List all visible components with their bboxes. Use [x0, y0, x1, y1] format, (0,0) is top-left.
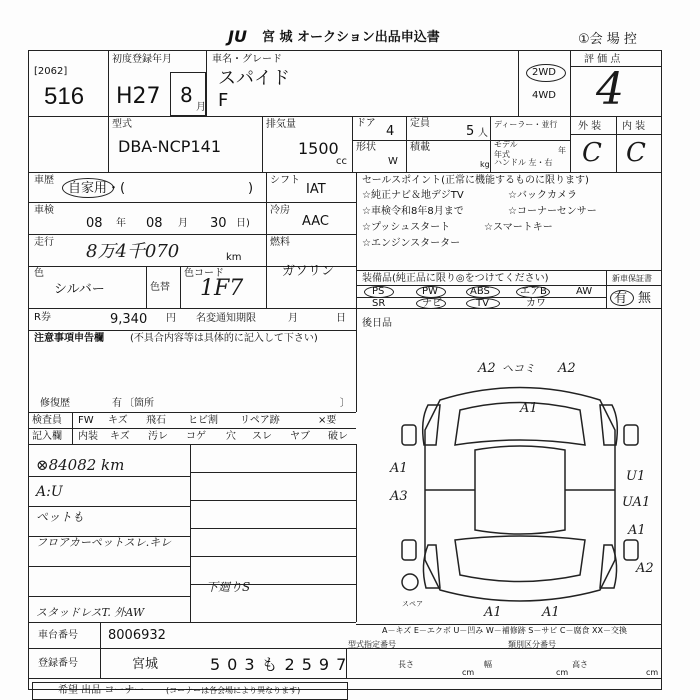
grade-score: 4: [596, 64, 624, 115]
mark-front-left: A2: [478, 361, 496, 376]
sales-point-7: ☆エンジンスターター: [362, 238, 461, 249]
mark-hood: A1: [520, 401, 538, 416]
auction-logo: JU: [228, 27, 247, 46]
recycle-unit: 円: [166, 313, 176, 324]
inspection-month-unit: 月: [178, 218, 188, 229]
interior-tear: ヤブ: [290, 431, 310, 442]
mark-right-quarter: A2: [636, 561, 654, 576]
note-line-3: ペットも: [36, 510, 85, 524]
inspector-chip: 飛石: [146, 415, 166, 426]
repair-label: 修復歴: [40, 398, 70, 409]
mark-rear-left: A1: [484, 605, 502, 620]
equip-tv: TV: [476, 298, 489, 309]
note-studless: スタッドレスT. 外AW: [36, 606, 145, 619]
mark-right-rear: A1: [628, 523, 646, 538]
registration-era-year: H27: [116, 84, 161, 109]
venue-copy-label: ①会 場 控: [578, 32, 637, 47]
load-label: 積載: [410, 142, 430, 153]
interior-label-row: 内装: [78, 431, 98, 442]
registration-label: 初度登録年月: [112, 54, 172, 65]
capacity-label: 定員: [410, 118, 430, 129]
shift-value: IAT: [306, 182, 326, 197]
width-unit: cm: [556, 668, 569, 677]
manual-no: 無: [638, 291, 652, 306]
equip-navi: ナビ: [422, 298, 442, 309]
sales-point-2: ☆バックカメラ: [508, 190, 577, 201]
chassis-number: 8006932: [108, 628, 166, 643]
model-value: DBA-NCP141: [118, 137, 221, 156]
note-line-2: A:U: [36, 484, 63, 500]
interior-dirty: 汚レ: [148, 431, 168, 442]
aircon-label: 冷房: [270, 205, 290, 216]
engine-unit: cc: [336, 156, 347, 167]
mark-left-door: A3: [390, 489, 408, 504]
inspector-required: ×要: [318, 415, 337, 426]
usage-close: ): [248, 181, 254, 196]
inspection-day: 30: [210, 216, 227, 231]
plate-number: 503も2597: [210, 655, 354, 674]
interior-wear: スレ: [252, 431, 272, 442]
sales-points-label: セールスポイント(正常に機能するものに限ります): [362, 175, 589, 186]
manual-label: 新車保証書: [612, 274, 652, 283]
equipment-label: 装備品(純正品に限り◎をつけてください): [362, 273, 549, 284]
equip-leather: カワ: [526, 298, 546, 309]
shift-label: シフト: [270, 175, 300, 186]
sales-point-6: ☆スマートキー: [484, 222, 553, 233]
sales-point-4: ☆コーナーセンサー: [508, 206, 597, 217]
recycle-value: 9,340: [110, 312, 148, 327]
plate-area: 宮城: [132, 657, 159, 672]
height-unit: cm: [646, 668, 659, 677]
desired-corner-note: (コーナーは各会場により異なります): [166, 686, 301, 695]
exterior-grade: C: [582, 138, 602, 168]
color-change-label: 色替: [150, 282, 170, 293]
interior-grade: C: [626, 138, 646, 168]
name-change-day: 日: [336, 313, 346, 324]
note-mileage: ⊗84082 km: [36, 456, 125, 474]
registration-month-unit: 月: [196, 102, 206, 113]
note-line-4: フロアカーペットスレ.キレ: [36, 536, 172, 549]
handle-label: ハンドル 左・右: [494, 158, 553, 167]
length-label: 長さ: [398, 660, 414, 669]
car-damage-diagram: [380, 350, 660, 630]
sales-point-1: ☆純正ナビ＆地デジTV: [362, 190, 464, 201]
mark-right-front: U1: [626, 469, 646, 484]
load-unit: kg: [480, 160, 490, 169]
form-title: 宮 城 オークション出品申込書: [262, 30, 440, 45]
equip-ps: PS: [372, 286, 385, 297]
inspector-crack: ヒビ割: [188, 415, 218, 426]
mark-front-right: A2: [558, 361, 576, 376]
color-code-label: 色コード: [184, 268, 224, 279]
mark-front-dent: ヘコミ: [502, 362, 535, 375]
usage-label: 車歴: [34, 175, 54, 186]
inspection-label: 車検: [34, 205, 54, 216]
sales-point-3: ☆車検令和8年8月まで: [362, 206, 464, 217]
height-label: 高さ: [572, 660, 588, 669]
shape-value: W: [388, 156, 398, 167]
mileage-label: 走行: [34, 237, 54, 248]
aircon-value: AAC: [302, 214, 329, 229]
dealer-label: ディーラー・並行: [494, 120, 558, 129]
inspector-repair: リペア跡: [240, 415, 280, 426]
exterior-label: 外 装: [578, 121, 602, 132]
chassis-label: 車台番号: [38, 630, 78, 641]
fuel-label: 燃料: [270, 237, 290, 248]
lot-year-code: [2062]: [34, 66, 68, 77]
interior-scratch: キズ: [110, 431, 130, 442]
inspection-day-unit: 日): [236, 218, 250, 229]
class-number-label: 類別区分番号: [508, 640, 556, 649]
damage-legend: A－キズ E－エクボ U－凹み W－補修跡 S－サビ C－腐食 XX－交換: [382, 626, 628, 635]
recycle-label: R券: [34, 312, 51, 323]
drive-4wd: 4WD: [532, 90, 556, 101]
notes-label: 注意事項申告欄: [34, 333, 104, 344]
model-label: 型式: [112, 119, 132, 130]
inspector-label: 検査員: [32, 415, 62, 426]
engine-value: 1500: [298, 139, 339, 158]
equip-airbag: エアB: [520, 286, 547, 297]
inspection-year-unit: 年: [116, 218, 126, 229]
plate-label: 登録番号: [38, 658, 78, 669]
equip-sr: SR: [372, 298, 386, 309]
doors-value: 4: [386, 124, 395, 139]
interior-label: 内 装: [622, 121, 646, 132]
notes-sub: (不具合内容等は具体的に記入して下さい): [130, 333, 318, 344]
shape-label: 形状: [356, 142, 376, 153]
doors-label: ドア: [356, 118, 376, 129]
repair-value: 有: [112, 398, 122, 409]
fuel-value: ガソリン: [282, 264, 335, 279]
inspector-entry-label: 記入欄: [32, 431, 62, 442]
capacity-unit: 人: [478, 128, 488, 139]
color-label: 色: [34, 268, 44, 279]
inspector-fw: FW: [78, 415, 94, 426]
usage-value: 自家用・(: [68, 181, 126, 196]
mark-left-front: A1: [390, 461, 408, 476]
interior-burn: コゲ: [186, 431, 206, 442]
repair-place: 〔箇所: [124, 398, 154, 409]
mileage-unit: km: [226, 252, 242, 263]
color-code: 1F7: [200, 276, 244, 301]
engine-label: 排気量: [266, 119, 296, 130]
lot-number: 516: [44, 83, 85, 110]
model-year-unit: 年: [558, 146, 566, 155]
later-items-label: 後日品: [362, 318, 392, 329]
drive-2wd: 2WD: [532, 67, 556, 78]
model-designation-label: 型式指定番号: [348, 640, 396, 649]
spare-label: スペア: [402, 600, 423, 608]
equip-aw: AW: [576, 286, 593, 297]
length-unit: cm: [462, 668, 475, 677]
mileage-value: 8万4千070: [86, 241, 180, 262]
mark-rear-right: A1: [542, 605, 560, 620]
inspection-month: 08: [146, 216, 163, 231]
repair-close: 〕: [340, 398, 350, 409]
car-name-label: 車名・グレード: [212, 54, 282, 65]
note-undercarriage: 下廻りS: [206, 580, 251, 594]
equip-abs: ABS: [470, 286, 490, 297]
name-change-label: 名変通知期限: [196, 313, 256, 324]
color-value: シルバー: [54, 282, 105, 297]
inspector-scratch: キズ: [108, 415, 128, 426]
desired-corner-label: 希望 出品 コーナー: [58, 685, 145, 696]
capacity-value: 5: [466, 124, 475, 139]
mark-right-door: UA1: [622, 495, 651, 510]
name-change-month: 月: [288, 313, 298, 324]
inspection-year: 08: [86, 216, 103, 231]
sales-point-5: ☆プッシュスタート: [362, 222, 451, 233]
grade-label: 評 価 点: [584, 54, 621, 65]
equip-pw: PW: [422, 286, 438, 297]
interior-hole: 穴: [226, 431, 236, 442]
manual-yes: 有: [614, 291, 628, 306]
interior-rip: 破レ: [328, 431, 348, 442]
car-grade: F: [218, 90, 229, 111]
width-label: 幅: [484, 660, 492, 669]
car-name: スパイド: [218, 68, 290, 89]
model-year-label: モデル年式: [494, 140, 518, 159]
registration-month: 8: [180, 83, 193, 107]
